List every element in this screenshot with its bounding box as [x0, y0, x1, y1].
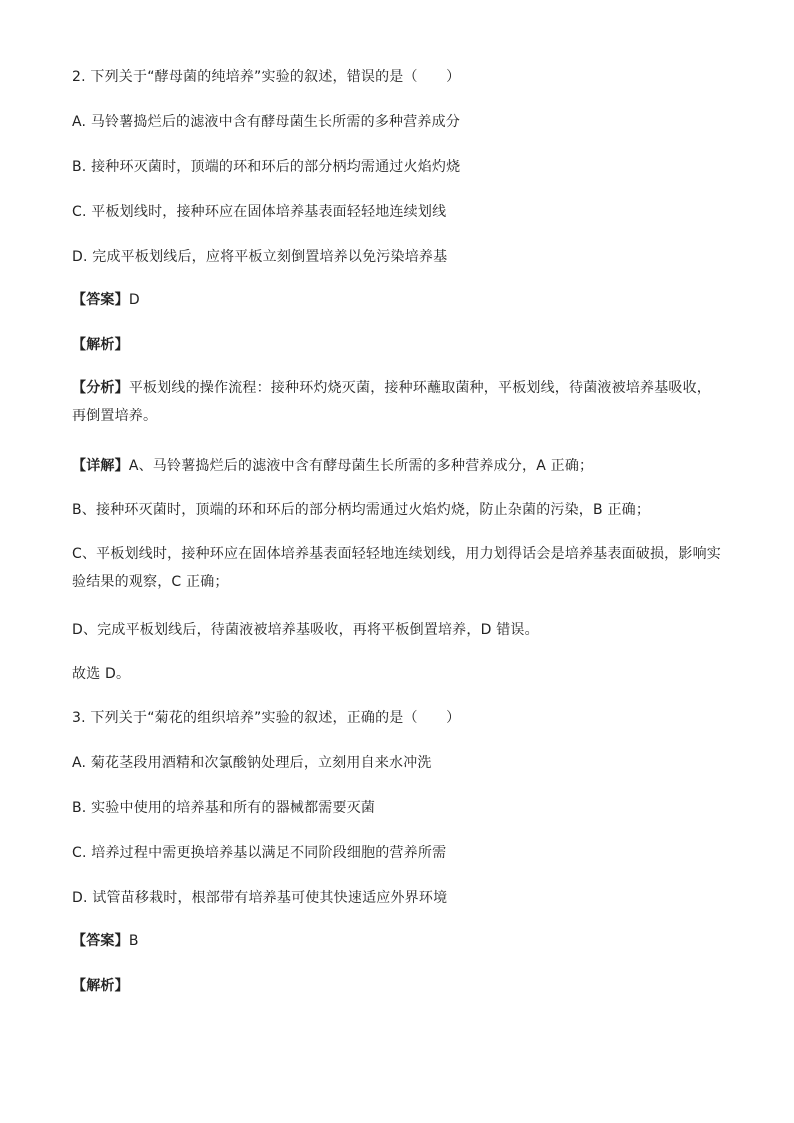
q3-option-c: C. 培养过程中需更换培养基以满足不同阶段细胞的营养所需: [72, 845, 447, 861]
q2-option-c: C. 平板划线时，接种环应在固体培养基表面轻轻地连续划线: [72, 204, 447, 220]
q2-analysis-label: 【解析】: [72, 337, 129, 353]
q3-answer: [72, 931, 722, 951]
q2-fenxi-text: 平板划线的操作流程：接种环灼烧灭菌，接种环蘸取菌种，平板划线，待菌液被培养基吸收，再倒置培养。: [72, 380, 712, 424]
q3-analysis-label: 【解析】: [72, 978, 129, 994]
q2-fenxi: [72, 374, 722, 430]
q2-xiangjie-c: C、平板划线时，接种环应在固体培养基表面轻轻地连续划线，用力划得话会是培养基表面破损，影响实验结果的观察，C 正确；: [72, 546, 721, 590]
q2-answer: [72, 290, 722, 310]
q2-option-d: D. 完成平板划线后，应将平板立刻倒置培养以免污染培养基: [72, 249, 448, 265]
q3-option-d: D. 试管苗移栽时，根部带有培养基可使其快速适应外界环境: [72, 890, 448, 906]
q2-answer-label: 【答案】: [72, 292, 129, 308]
q2-xiangjie-label: 【详解】: [72, 458, 129, 474]
q2-stem: 2. 下列关于“酵母菌的纯培养”实验的叙述，错误的是（ ）: [72, 69, 461, 85]
q3-answer-value: B: [128, 933, 139, 949]
q3-option-a: A. 菊花茎段用酒精和次氯酸钠处理后，立刻用自来水冲洗: [72, 755, 432, 771]
q2-xiangjie-d: D、完成平板划线后，待菌液被培养基吸收，再将平板倒置培养，D 错误。: [72, 622, 539, 638]
q2-answer-value: D: [128, 292, 140, 308]
q2-option-a: A. 马铃薯捣烂后的滤液中含有酵母菌生长所需的多种营养成分: [72, 114, 461, 130]
q2-xiangjie-b: B、接种环灭菌时，顶端的环和环后的部分柄均需通过火焰灼烧，防止杂菌的污染，B 正确；: [72, 502, 651, 518]
q3-stem: 3. 下列关于“菊花的组织培养”实验的叙述，正确的是（ ）: [72, 710, 461, 726]
q2-fenxi-label: 【分析】: [72, 380, 129, 396]
q2-xiangjie-a-text: A、马铃薯捣烂后的滤液中含有酵母菌生长所需的多种营养成分，A 正确；: [128, 458, 594, 474]
q3-answer-label: 【答案】: [72, 933, 129, 949]
q2-option-b: B. 接种环灭菌时，顶端的环和环后的部分柄均需通过火焰灼烧: [72, 159, 461, 175]
q2-conclusion: 故选 D。: [72, 666, 131, 682]
q3-option-b: B. 实验中使用的培养基和所有的器械都需要灭菌: [72, 800, 376, 816]
q2-xiangjie-a: [72, 456, 722, 476]
